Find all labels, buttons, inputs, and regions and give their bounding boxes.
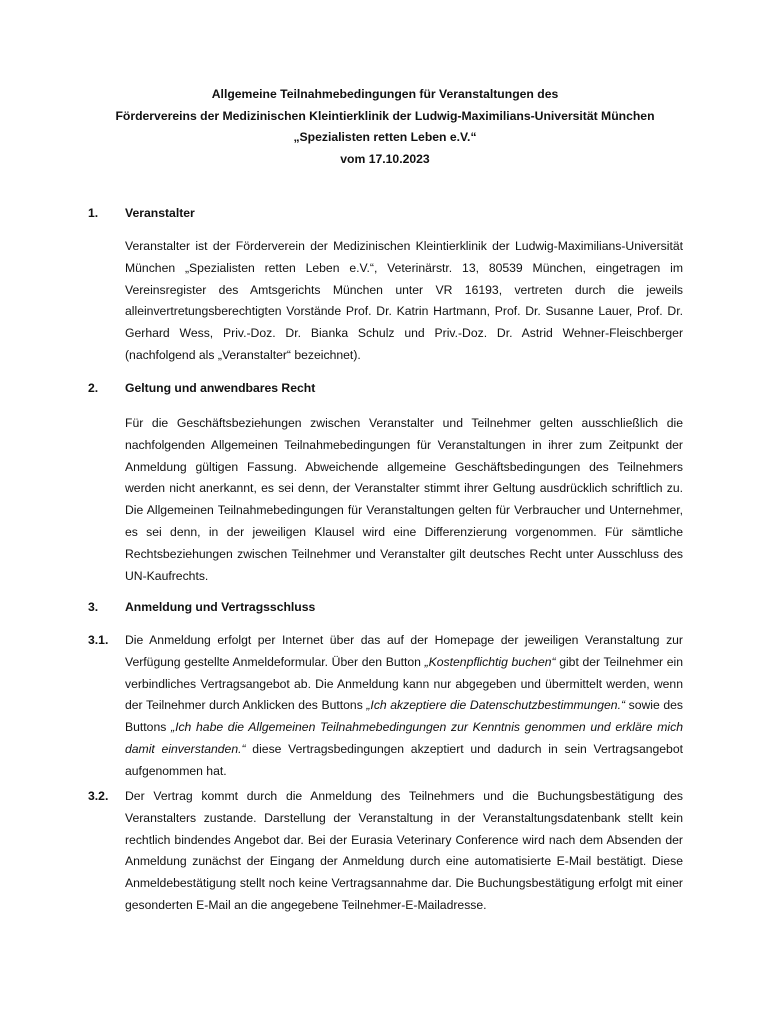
- clause-italic-part: „Ich akzeptiere die Datenschutzbestimmungen.“: [366, 698, 626, 713]
- clause-text-part: sowie des Buttons: [125, 698, 683, 735]
- clause-3-2-text: Der Vertrag kommt durch die Anmeldung des Teilnehmers und die Buchungsbestätigung des Veranstalters zustande. Darstellung der Veranstaltung in der Veranstaltungsdatenbank stellt kein rechtlich bindendes Angebot dar. Bei der Eurasia Veterinary Conference wird nach dem Absenden der Anmeldung zunächst der Eingang der Anmeldung durch eine automatisierte E-Mail bestätigt. Diese Anmeldebestätigung stellt noch keine Vertragsannahme dar. Die Buchungsbestätigung erfolgt mit einer gesonderten E-Mail an die angegebene Teilnehmer-E-Mailadresse.: [125, 789, 683, 912]
- section-number: 3.: [88, 600, 99, 614]
- title-line-1: Allgemeine Teilnahmebedingungen für Veranstaltungen des: [211, 87, 559, 101]
- clause-3-1-number: 3.1.: [88, 633, 109, 647]
- section-3-heading: [88, 597, 688, 617]
- section-2-text: Für die Geschäftsbeziehungen zwischen Veranstalter und Teilnehmer gelten ausschließlich die nachfolgenden Allgemeinen Teilnahmebedingungen für Veranstaltungen in ihrer zum Zeitpunkt der Anmeldung gültigen Fassung. Abweichende allgemeine Geschäftsbedingungen des Teilnehmers werden nicht anerkannt, es sei denn, der Veranstalter stimmt ihrer Geltung ausdrücklich schriftlich zu. Die Allgemeinen Teilnahmebedingungen für Veranstaltungen gelten für Verbraucher und Unternehmer, es sei denn, in der jeweiligen Klausel wird eine Differenzierung vorgenommen. Für sämtliche Rechtsbeziehungen zwischen Teilnehmer und Veranstalter gilt deutsches Recht unter Ausschluss des UN-Kaufrechts.: [125, 416, 683, 583]
- clause-3-1-text: [125, 630, 683, 783]
- title-line-4: vom 17.10.2023: [340, 151, 430, 166]
- clause-3-2-number: 3.2.: [88, 789, 109, 803]
- clause-text-part: gibt der Teilnehmer ein verbindliches Vertragsangebot ab. Die Anmeldung kann nur abgegeben und übermittelt werden, wenn der Teilnehmer durch Anklicken des Buttons: [125, 654, 683, 713]
- section-number: 2.: [88, 381, 99, 395]
- document-title: [60, 84, 710, 170]
- section-number: 1.: [88, 206, 99, 220]
- clause-text-part: Die Anmeldung erfolgt per Internet über das auf der Homepage der jeweiligen Veranstaltung zur Verfügung gestellte Anmeldeformular. Über den Button: [125, 633, 683, 669]
- clause-italic-part: „Ich habe die Allgemeinen Teilnahmebedingungen zur Kenntnis genommen und erkläre mich damit einverstanden.“: [125, 720, 683, 756]
- section-title: Geltung und anwendbares Recht: [125, 381, 316, 395]
- section-title: Anmeldung und Vertragsschluss: [125, 600, 316, 614]
- section-2-heading: [88, 378, 688, 398]
- section-title: Veranstalter: [125, 206, 195, 220]
- section-1-text: Veranstalter ist der Förderverein der Medizinischen Kleintierklinik der Ludwig-Maximilians-Universität München „Spezialisten retten Leben e.V.“, Veterinärstr. 13, 80539 München, eingetragen im Vereinsregister des Amtsgerichts München unter VR 16193, vertreten durch die jeweils alleinvertretungsberechtigten Vorstände Prof. Dr. Katrin Hartmann, Prof. Dr. Susanne Lauer, Prof. Dr. Gerhard Wess, Priv.-Doz. Dr. Bianka Schulz und Priv.-Doz. Dr. Astrid Wehner-Fleischberger (nachfolgend als „Veranstalter“ bezeichnet).: [125, 239, 683, 362]
- clause-text-part: diese Vertragsbedingungen akzeptiert und dadurch in sein Vertragsangebot aufgenommen hat.: [125, 741, 683, 778]
- title-line-3: „Spezialisten retten Leben e.V.“: [293, 130, 477, 145]
- section-1-heading: [88, 203, 688, 223]
- clause-italic-part: „Kostenpflichtig buchen“: [424, 654, 556, 669]
- title-line-2: Fördervereins der Medizinischen Kleintierklinik der Ludwig-Maximilians-Universität München: [115, 108, 655, 123]
